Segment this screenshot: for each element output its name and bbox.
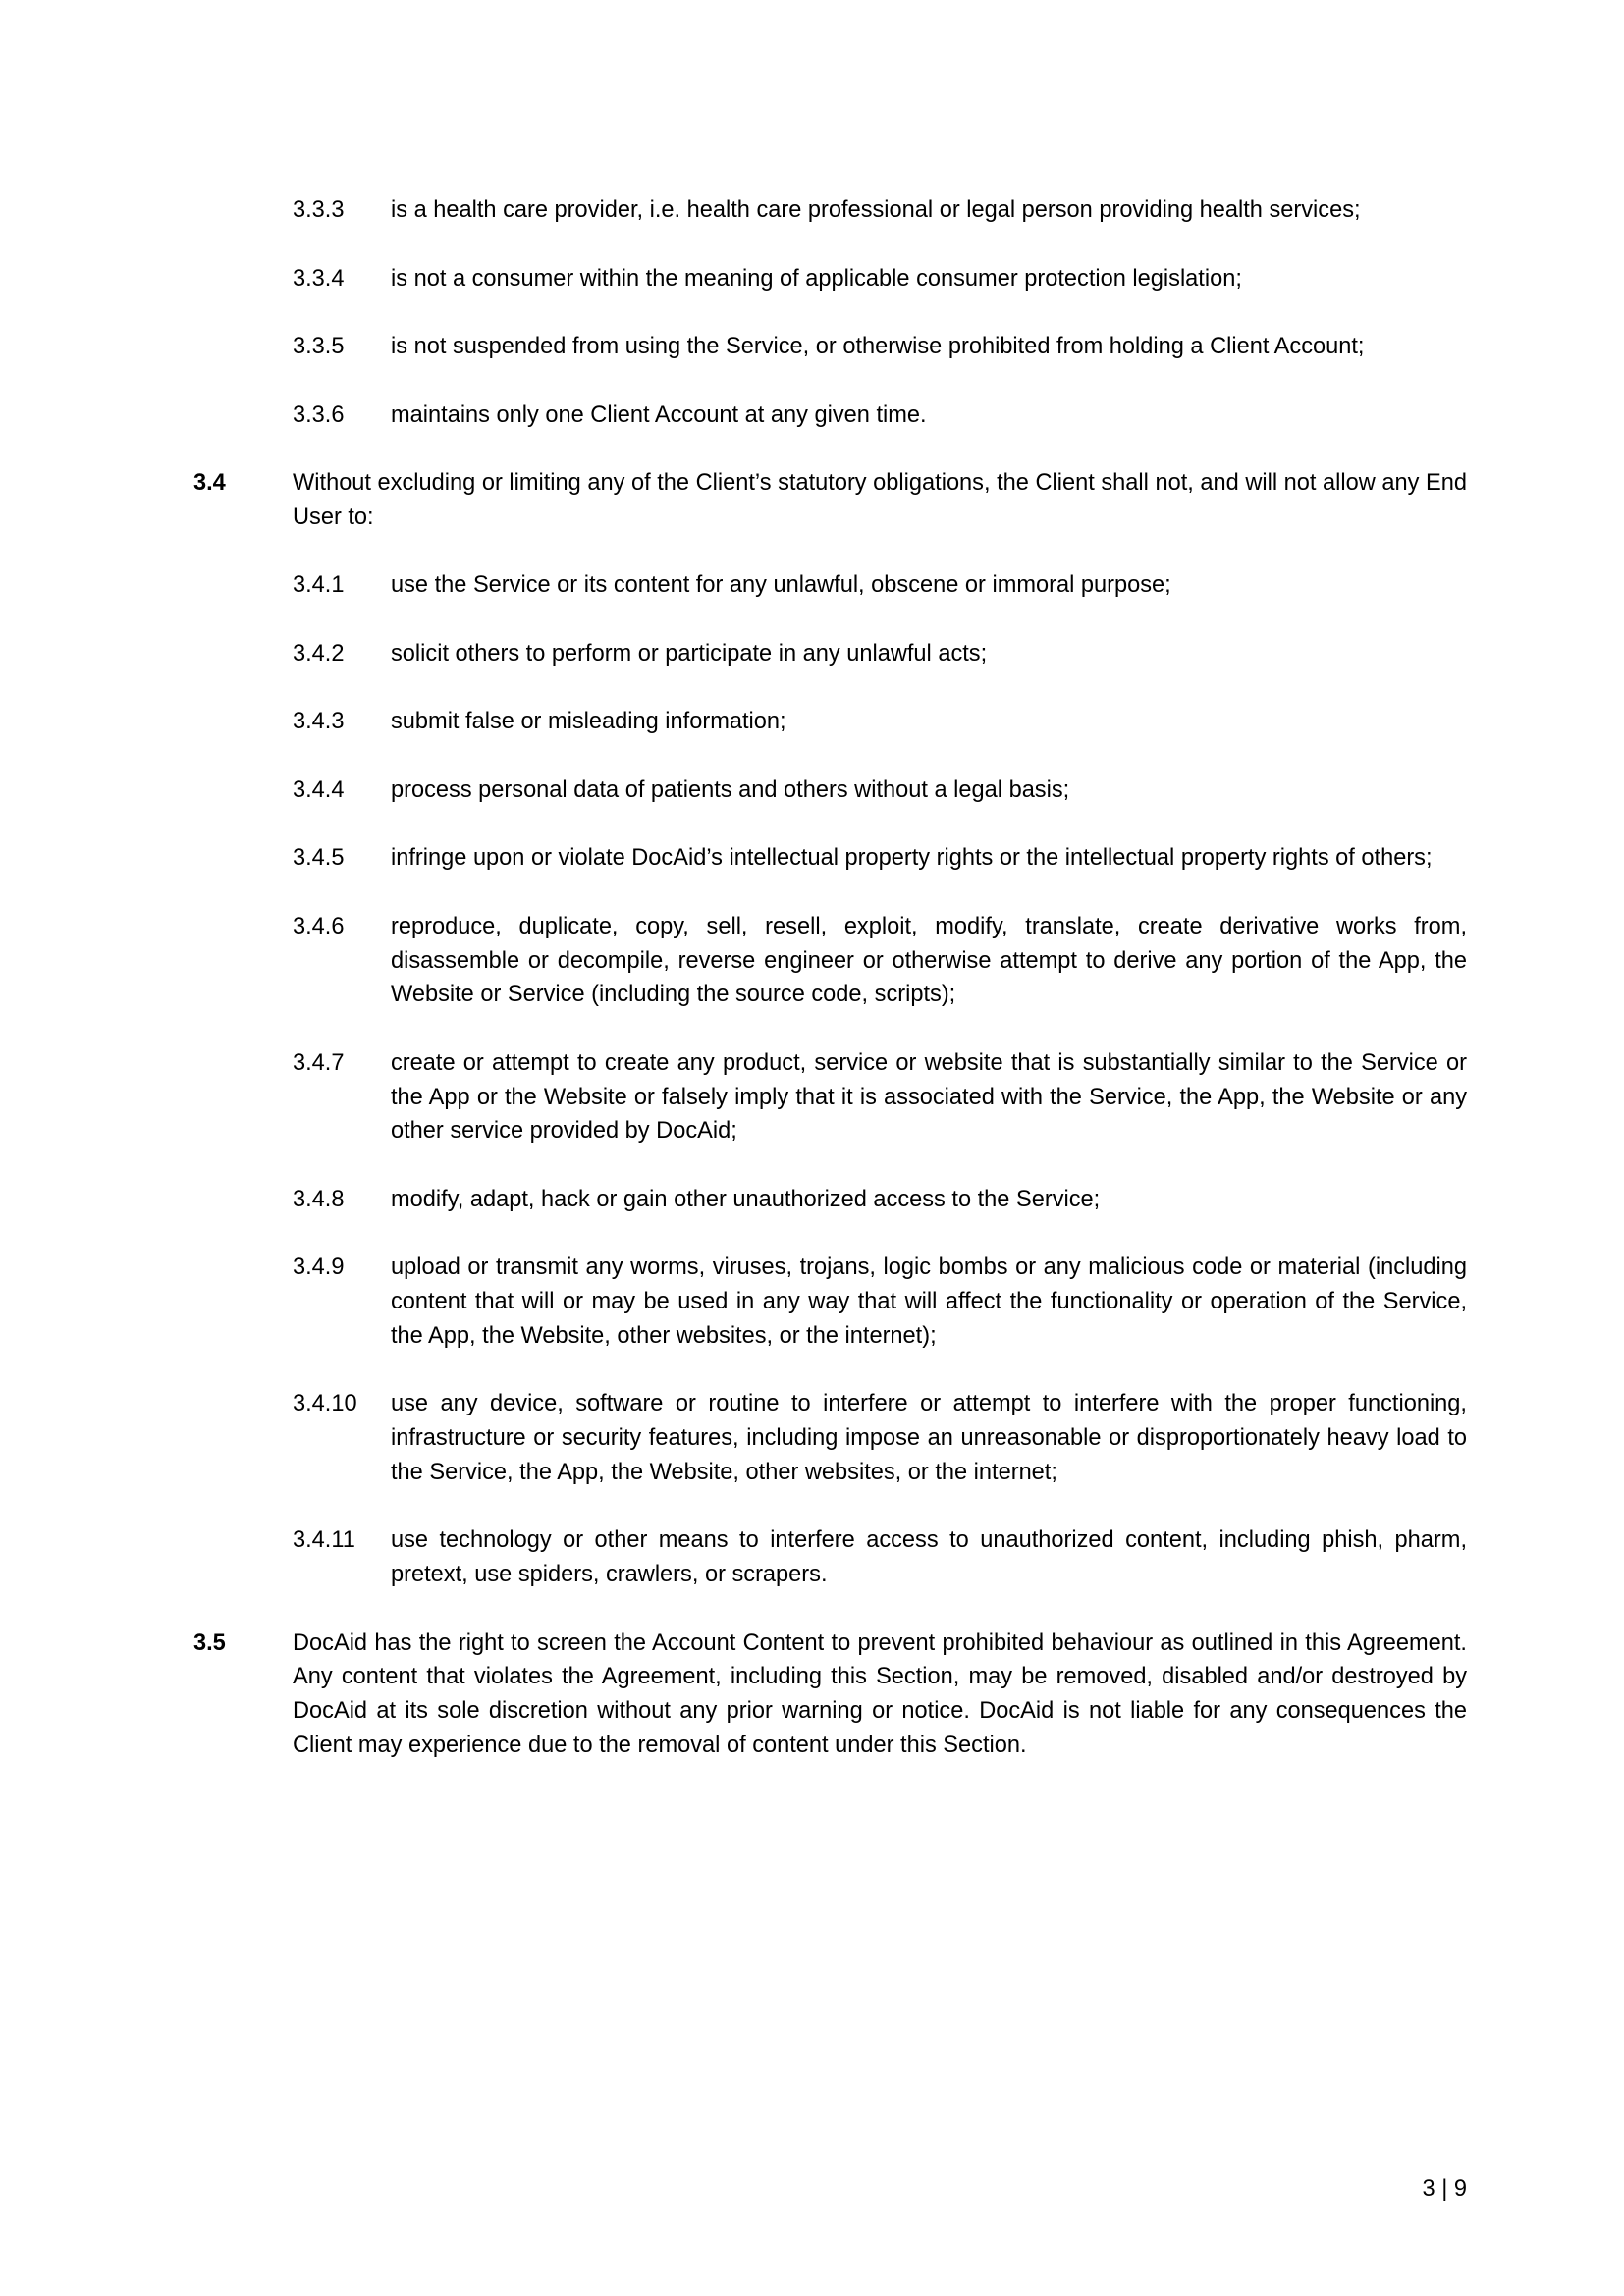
clause-number: 3.3.6 — [293, 401, 345, 428]
clause-text: maintains only one Client Account at any given time. — [391, 401, 927, 428]
clause-text: infringe upon or violate DocAid’s intellectual property rights or the intellectual property rights of others; — [391, 845, 1433, 872]
clause-text: is not a consumer within the meaning of applicable consumer protection legislation; — [391, 265, 1242, 292]
clause-number: 3.4.11 — [293, 1527, 355, 1554]
section-text: DocAid has the right to screen the Account Content to prevent prohibited behaviour as outlined in this Agreement. Any content that violates the Agreement, including this Section, may be removed, disabled and/or destroyed by DocAid at its sole discretion without any prior warning or notice. DocAid is not liable for any consequences the Client may experience due to the removal of content under this Section. — [293, 1629, 1467, 1758]
clause-3-3-5 — [293, 330, 1467, 364]
clause-number: 3.4.7 — [293, 1049, 345, 1076]
clause-3-3-3 — [293, 193, 1467, 228]
clause-text: is a health care provider, i.e. health care professional or legal person providing health services; — [391, 197, 1361, 223]
clause-number: 3.4.8 — [293, 1186, 345, 1212]
clause-text: is not suspended from using the Service, or otherwise prohibited from holding a Client Account; — [391, 334, 1365, 359]
clause-number: 3.4.3 — [293, 709, 345, 735]
clause-3-5 — [193, 1627, 1467, 1763]
clause-text: use any device, software or routine to interfere or attempt to interfere with the proper functioning, infrastructure or security features, including impose an unreasonable or disproportionately heavy load to the Service, the App, the Website, other websites, or the internet; — [391, 1391, 1467, 1485]
clause-3-4-5 — [293, 841, 1467, 876]
clause-3-4 — [193, 466, 1467, 535]
page-number: 3 | 9 — [1422, 2176, 1467, 2202]
clause-text: use the Service or its content for any unlawful, obscene or immoral purpose; — [391, 572, 1171, 599]
clause-3-3-4 — [293, 262, 1467, 296]
clause-number: 3.3.4 — [293, 265, 345, 292]
clause-3-4-8 — [293, 1183, 1467, 1217]
clause-text: upload or transmit any worms, viruses, trojans, logic bombs or any malicious code or material (including content that will or may be used in any way that will affect the functionality or operation of the Service, the App, the Website, other websites, or the internet); — [391, 1255, 1467, 1349]
clause-number: 3.4.10 — [293, 1391, 357, 1417]
clause-number: 3.4.4 — [293, 776, 345, 803]
clause-3-4-11 — [293, 1523, 1467, 1592]
clause-text: use technology or other means to interfere access to unauthorized content, including phish, pharm, pretext, use spiders, crawlers, or scrapers. — [391, 1527, 1467, 1587]
clause-number: 3.4.5 — [293, 845, 345, 872]
clause-number: 3.4.9 — [293, 1255, 345, 1281]
clause-number: 3.4.6 — [293, 913, 345, 939]
clause-text: modify, adapt, hack or gain other unauthorized access to the Service; — [391, 1186, 1101, 1212]
clause-text: reproduce, duplicate, copy, sell, resell, exploit, modify, translate, create derivative works from, disassemble or decompile, reverse engineer or otherwise attempt to derive any portion of the App, the Website or Service (including the source code, scripts); — [391, 913, 1467, 1008]
clause-3-4-10 — [293, 1387, 1467, 1489]
clause-number: 3.3.5 — [293, 334, 345, 359]
clause-3-4-9 — [293, 1251, 1467, 1353]
clause-text: create or attempt to create any product, service or website that is substantially similar to the Service or the App or the Website or falsely imply that it is associated with the Service, the App, the Website or any other service provided by DocAid; — [391, 1049, 1467, 1145]
section-number: 3.5 — [193, 1629, 226, 1656]
clause-3-4-4 — [293, 774, 1467, 808]
clause-text: solicit others to perform or participate in any unlawful acts; — [391, 640, 988, 667]
clause-3-4-2 — [293, 637, 1467, 671]
clause-3-3-6 — [293, 399, 1467, 433]
clause-3-4-3 — [293, 705, 1467, 739]
clause-number: 3.4.2 — [293, 640, 345, 667]
clause-text: submit false or misleading information; — [391, 709, 786, 735]
clause-3-4-6 — [293, 910, 1467, 1012]
document-body — [193, 193, 1467, 1796]
clause-number: 3.4.1 — [293, 572, 345, 599]
clause-text: process personal data of patients and others without a legal basis; — [391, 776, 1070, 803]
clause-3-4-7 — [293, 1046, 1467, 1148]
section-number: 3.4 — [193, 470, 226, 496]
clause-number: 3.3.3 — [293, 197, 345, 223]
section-text: Without excluding or limiting any of the Client’s statutory obligations, the Client shall not, and will not allow any End User to: — [293, 470, 1467, 530]
clause-3-4-1 — [293, 568, 1467, 603]
